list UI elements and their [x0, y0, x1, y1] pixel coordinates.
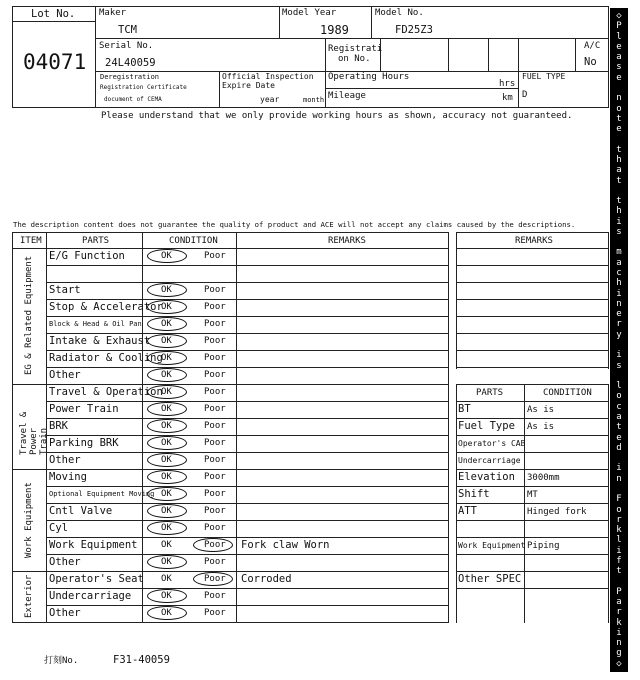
sidebar-char: h [616, 154, 622, 165]
reg-cert-label: Registration Certificate [100, 84, 187, 91]
sidebar-char: o [616, 391, 622, 402]
sidebar-char: r [616, 607, 622, 618]
ok-option[interactable]: OK [161, 506, 172, 516]
hours-note: Please understand that we only provide working hours as shown, accuracy not guaranteed. [101, 111, 573, 121]
sidebar-char: n [616, 93, 622, 104]
spec-part: Fuel Type [458, 420, 515, 432]
sidebar-char: n [616, 473, 622, 484]
selected-circle [147, 334, 187, 348]
serial-value: 24L40059 [105, 57, 156, 69]
operating-hours-label: Operating Hours [328, 72, 410, 82]
sidebar-char: d [616, 442, 622, 453]
ok-option[interactable]: OK [161, 557, 172, 567]
selected-circle [147, 385, 187, 399]
part-name: Work Equipment [49, 539, 138, 551]
spec-part: BT [458, 403, 471, 415]
model-year-value: 1989 [320, 23, 349, 37]
spec-value: Piping [527, 541, 560, 551]
sidebar-char: e [616, 432, 622, 443]
sidebar-char: e [616, 41, 622, 52]
sidebar-char: o [616, 504, 622, 515]
table-row [0, 384, 448, 401]
registration-label-2: on No. [338, 54, 371, 64]
spec-row [0, 588, 609, 605]
ac-label: A/C [584, 41, 601, 51]
spec-part: Undercarriage [458, 456, 521, 465]
spec-part: ATT [458, 505, 477, 517]
selected-circle [147, 300, 187, 314]
sidebar-char: a [616, 411, 622, 422]
sidebar-char: i [616, 288, 622, 299]
part-name: Other [49, 454, 81, 466]
selected-circle [147, 249, 187, 263]
sidebar-char: s [616, 360, 622, 371]
part-name: Moving [49, 471, 87, 483]
spec-row [0, 401, 609, 418]
sidebar-char: i [616, 216, 622, 227]
ok-option[interactable]: OK [161, 438, 172, 448]
spec-row [0, 418, 609, 435]
poor-option[interactable]: Poor [204, 540, 226, 550]
mileage-label: Mileage [328, 91, 366, 101]
sidebar-char: e [616, 309, 622, 320]
ok-option[interactable]: OK [161, 421, 172, 431]
sidebar-char: l [616, 381, 622, 392]
spec-row [0, 571, 609, 588]
sidebar-char: t [616, 113, 622, 124]
official-label-1: Official Inspection [222, 72, 314, 81]
hrs-label: hrs [499, 79, 516, 89]
table-row [0, 316, 448, 333]
part-name: E/G Function [49, 250, 125, 262]
registration-label-1: Registrati [328, 44, 383, 54]
spec-part: Shift [458, 488, 490, 500]
group-label: Travel & Power Train [19, 411, 49, 455]
ac-value: No [584, 56, 597, 68]
part-name: Parking BRK [49, 437, 119, 449]
sidebar-char: e [616, 72, 622, 83]
part-name: BRK [49, 420, 68, 432]
selected-circle [147, 283, 187, 297]
spec-row [0, 469, 609, 486]
table-row [0, 350, 448, 367]
part-name: Cntl Valve [49, 505, 113, 517]
selected-circle [147, 368, 187, 382]
sidebar-char: t [616, 422, 622, 433]
part-name: Other [49, 556, 81, 568]
header-remarks: REMARKS [328, 236, 366, 246]
poor-option[interactable]: Poor [204, 608, 226, 618]
poor-option[interactable]: Poor [204, 506, 226, 516]
poor-option[interactable]: Poor [204, 336, 226, 346]
poor-option[interactable]: Poor [204, 319, 226, 329]
ok-option[interactable]: OK [161, 472, 172, 482]
spec-part: Work Equipment [458, 541, 526, 550]
ok-option[interactable]: OK [161, 489, 172, 499]
poor-option[interactable]: Poor [204, 302, 226, 312]
model-no-value: FD25Z3 [395, 24, 433, 36]
lot-number: 04071 [23, 50, 87, 74]
year-label: year [260, 95, 280, 104]
sidebar-char: c [616, 401, 622, 412]
selected-circle [147, 317, 187, 331]
group-label: EG & Related Equipment [24, 256, 34, 376]
ok-option[interactable]: OK [161, 251, 172, 261]
poor-option[interactable]: Poor [204, 251, 226, 261]
sidebar-char: y [616, 329, 622, 340]
sidebar-char: l [616, 31, 622, 42]
part-name: Stop & Accelerator [49, 301, 163, 313]
poor-option[interactable]: Poor [204, 387, 226, 397]
part-name: Operator's Seat [49, 573, 144, 585]
part-name: Other [49, 369, 81, 381]
part-name: Power Train [49, 403, 119, 415]
remark-text: Corroded [241, 573, 292, 585]
sidebar-char: P [616, 21, 622, 32]
official-label-2: Expire Date [222, 81, 275, 90]
ok-option[interactable]: OK [161, 540, 172, 550]
maker-value: TCM [118, 24, 137, 36]
sidebar-char: k [616, 525, 622, 536]
poor-option[interactable]: Poor [204, 489, 226, 499]
sidebar-char: i [616, 627, 622, 638]
serial-label: Serial No. [99, 41, 154, 51]
spec-header-parts: PARTS [476, 388, 504, 398]
spec-row [0, 554, 609, 571]
poor-option[interactable]: Poor [204, 421, 226, 431]
right-header-remarks: REMARKS [515, 236, 553, 246]
sidebar-char: P [616, 586, 622, 597]
part-name: Other [49, 607, 81, 619]
fuel-type-value: D [522, 90, 528, 100]
table-row [0, 265, 448, 282]
model-no-label: Model No. [375, 8, 424, 18]
selected-circle [147, 606, 187, 620]
spec-value: Hinged fork [527, 507, 587, 517]
ok-option[interactable]: OK [161, 523, 172, 533]
header-item: ITEM [20, 236, 42, 246]
table-row [0, 282, 448, 299]
sidebar-char: i [616, 350, 622, 361]
ok-option[interactable]: OK [161, 353, 172, 363]
month-label: month [303, 96, 325, 104]
sidebar-char: F [616, 494, 622, 505]
poor-option[interactable]: Poor [204, 370, 226, 380]
sidebar-char: k [616, 617, 622, 628]
location-note-sidebar [610, 8, 628, 672]
sidebar-char: r [616, 514, 622, 525]
ok-option[interactable]: OK [161, 319, 172, 329]
sidebar-char: s [616, 62, 622, 73]
spec-value: MT [527, 490, 538, 500]
sidebar-char: i [616, 545, 622, 556]
ok-option[interactable]: OK [161, 302, 172, 312]
sidebar-char: g [616, 648, 622, 659]
spec-part: Operator's CAB [458, 439, 526, 448]
group-label: Work Equipment [24, 481, 34, 558]
sidebar-char: a [616, 165, 622, 176]
sidebar-char: t [616, 175, 622, 186]
spec-part: Other SPEC [458, 573, 522, 585]
table-row [0, 605, 448, 622]
ok-option[interactable]: OK [161, 387, 172, 397]
lot-label: Lot No. [31, 8, 76, 20]
poor-option[interactable]: Poor [204, 574, 226, 584]
stamp-value: F31-40059 [113, 654, 170, 666]
poor-option[interactable]: Poor [204, 523, 226, 533]
spec-header-condition: CONDITION [543, 388, 592, 398]
km-label: km [502, 93, 513, 103]
part-name: Radiator & Cooling [49, 352, 163, 364]
part-name: Optional Equipment Moving [49, 490, 155, 498]
spec-row [0, 435, 609, 452]
sidebar-char: i [616, 463, 622, 474]
sidebar-char: r [616, 319, 622, 330]
part-name: Undercarriage [49, 590, 132, 602]
sidebar-char: n [616, 638, 622, 649]
part-name: Start [49, 284, 81, 296]
table-row [0, 333, 448, 350]
table-row [0, 248, 448, 265]
sidebar-char: t [616, 144, 622, 155]
ok-option[interactable]: OK [161, 370, 172, 380]
dereg-label: Deregistration [100, 73, 160, 81]
ok-option[interactable]: OK [161, 574, 172, 584]
part-name: Block & Head & Oil Pan [49, 320, 142, 328]
poor-option[interactable]: Poor [204, 404, 226, 414]
sidebar-char: o [616, 103, 622, 114]
part-name: Intake & Exhaust [49, 335, 151, 347]
sidebar-char: s [616, 226, 622, 237]
maker-label: Maker [99, 8, 127, 18]
sidebar-char: t [616, 196, 622, 207]
spec-row [0, 486, 609, 503]
sidebar-char: h [616, 278, 622, 289]
sidebar-char: l [616, 535, 622, 546]
poor-option[interactable]: Poor [204, 455, 226, 465]
spec-part: Elevation [458, 471, 515, 483]
spec-value: As is [527, 422, 555, 432]
sidebar-char: c [616, 268, 622, 279]
disclaimer: The description content does not guarantee the quality of product and ACE will not accept any claims caused by the descriptions. [13, 220, 576, 229]
sidebar-char: ◇ [616, 11, 622, 21]
poor-option[interactable]: Poor [204, 557, 226, 567]
spec-row [0, 503, 609, 520]
fuel-type-label: FUEL TYPE [522, 72, 566, 81]
ok-option[interactable]: OK [161, 285, 172, 295]
header-parts: PARTS [82, 236, 110, 246]
ok-option[interactable]: OK [161, 455, 172, 465]
sidebar-char: ◇ [616, 658, 622, 669]
sidebar-char: a [616, 257, 622, 268]
part-name: Travel & Operation [49, 386, 163, 398]
ok-option[interactable]: OK [161, 336, 172, 346]
poor-option[interactable]: Poor [204, 591, 226, 601]
poor-option[interactable]: Poor [204, 353, 226, 363]
sidebar-char: a [616, 597, 622, 608]
header-condition: CONDITION [169, 236, 218, 246]
table-row [0, 299, 448, 316]
spec-row [0, 452, 609, 469]
sidebar-char: t [616, 566, 622, 577]
table-row [0, 367, 448, 384]
ok-option[interactable]: OK [161, 608, 172, 618]
sidebar-char: f [616, 555, 622, 566]
spec-row [0, 520, 609, 537]
group-label: Exterior [24, 574, 34, 619]
poor-option[interactable]: Poor [204, 438, 226, 448]
sidebar-char: e [616, 124, 622, 135]
spec-value: As is [527, 405, 555, 415]
model-year-label: Model Year [282, 8, 337, 18]
remark-text: Fork claw Worn [241, 539, 330, 551]
sidebar-char: n [616, 298, 622, 309]
cema-label: document of CEMA [104, 96, 162, 103]
ok-option[interactable]: OK [161, 591, 172, 601]
poor-option[interactable]: Poor [204, 472, 226, 482]
sidebar-char: h [616, 206, 622, 217]
spec-row [0, 537, 609, 554]
spec-value: 3000mm [527, 473, 560, 483]
stamp-label: 打刻No. [44, 656, 79, 666]
sidebar-char: a [616, 52, 622, 63]
part-name: Cyl [49, 522, 68, 534]
sidebar-char: m [616, 247, 622, 258]
ok-option[interactable]: OK [161, 404, 172, 414]
selected-circle [147, 351, 187, 365]
poor-option[interactable]: Poor [204, 285, 226, 295]
